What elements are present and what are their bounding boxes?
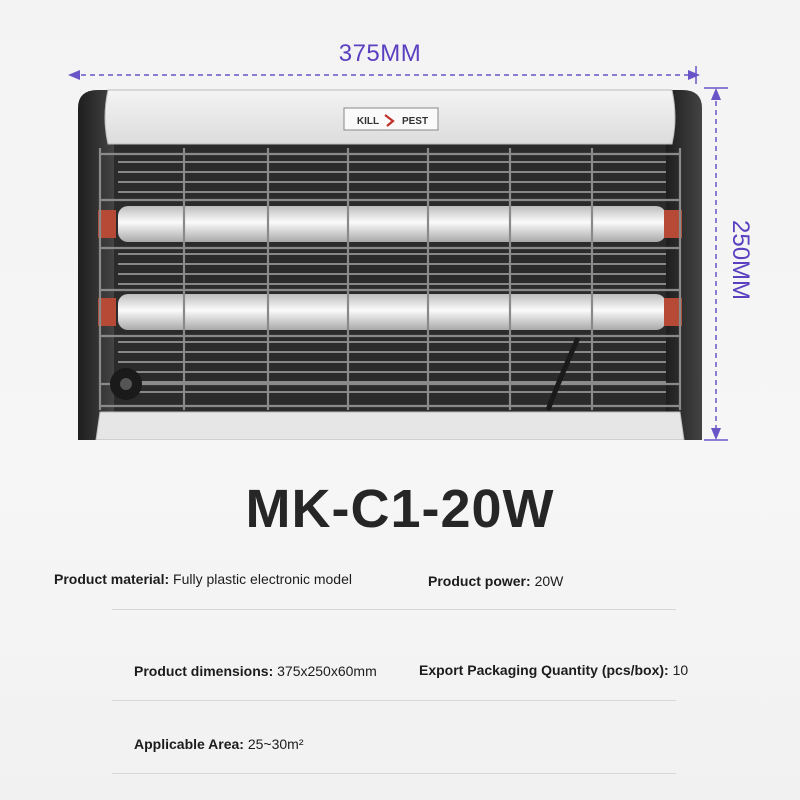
uv-tube-upper: [118, 206, 666, 242]
spec-dimensions-value: 375x250x60mm: [277, 663, 377, 679]
width-arrow-left-icon: [68, 70, 80, 80]
spec-packaging-label: Export Packaging Quantity (pcs/box):: [419, 662, 669, 678]
spec-material-label: Product material:: [54, 571, 170, 587]
spec-power-value: 20W: [534, 573, 564, 589]
spec-area-value: 25~30m²: [247, 736, 304, 752]
zapper-bottom-base: [96, 412, 684, 440]
spec-packaging: [419, 662, 688, 678]
spec-area-label: Applicable Area:: [134, 736, 244, 752]
height-dimension-label: 250MM: [727, 220, 754, 301]
spec-power: [428, 573, 563, 589]
height-arrow-bottom-icon: [711, 428, 721, 440]
uv-tube-lower: [118, 294, 666, 330]
spec-packaging-value: 10: [672, 662, 689, 678]
spec-divider-1: [112, 609, 676, 610]
width-arrow-right-icon: [688, 70, 700, 80]
bug-zapper-image: [78, 88, 702, 440]
zapper-back-panel: [86, 138, 686, 420]
model-title: MK-C1-20W: [245, 479, 555, 539]
spec-divider-2: [112, 700, 676, 701]
brand-left-text: KILL: [356, 116, 380, 127]
brand-right-text: PEST: [401, 116, 429, 127]
spec-area: [134, 736, 304, 752]
spec-dimensions: [134, 663, 377, 679]
height-arrow-top-icon: [711, 88, 721, 100]
spec-power-label: Product power:: [428, 573, 531, 589]
width-dimension-label: 375MM: [338, 40, 422, 67]
spec-material: [54, 571, 352, 587]
spec-material-value: Fully plastic electronic model: [173, 571, 352, 587]
spec-dimensions-label: Product dimensions:: [134, 663, 274, 679]
spec-divider-3: [112, 773, 676, 774]
